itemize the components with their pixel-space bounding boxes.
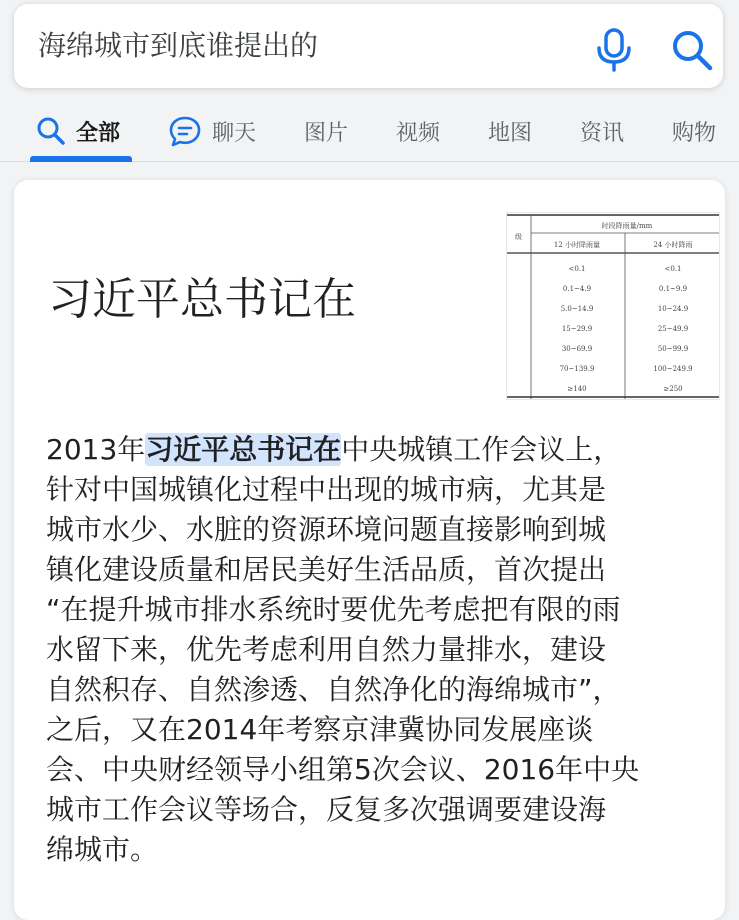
thumb-cell-24h: 10~24.9 (657, 305, 689, 313)
thumb-cell-12h: 5.0~14.9 (560, 305, 594, 313)
thumb-cell-12h: ≥140 (567, 385, 587, 393)
tab-label: 聊天 (212, 120, 257, 146)
thumb-header-12: 12 小时降雨量 (553, 241, 601, 249)
snippet-line: 绵城市。 (46, 833, 159, 866)
thumb-cell-12h: 70~139.9 (559, 365, 595, 373)
snippet-text: 中央城镇工作会议上， (341, 433, 622, 466)
snippet-line: 镇化建设质量和居民美好生活品质，首次提出 (46, 553, 607, 586)
thumb-cell-24h: 25~49.9 (657, 325, 689, 333)
thumb-cell-24h: 0.1~9.9 (658, 285, 688, 293)
tab-shopping[interactable] (672, 100, 716, 162)
tab-all[interactable] (36, 100, 120, 162)
snippet-line: 之后，又在2014年考察京津冀协同发展座谈 (46, 713, 594, 746)
thumb-cell-24h: <0.1 (664, 265, 682, 273)
rainfall-table-image (507, 213, 719, 399)
tab-news[interactable] (580, 100, 624, 162)
snippet-line (46, 430, 696, 470)
snippet-year: 2013年 (46, 433, 146, 466)
thumb-cell-12h: 0.1~4.9 (562, 285, 592, 293)
thumb-cell-12h: <0.1 (568, 265, 586, 273)
search-input[interactable]: 海绵城市到底谁提出的 (38, 29, 319, 62)
thumb-cell-24h: ≥250 (663, 385, 683, 393)
thumb-cell-24h: 100~249.9 (653, 365, 693, 373)
snippet-line: 会、中央财经领导小组第5次会议、2016年中央 (46, 753, 640, 786)
thumb-cell-24h: 50~99.9 (657, 345, 689, 353)
thumb-header-24: 24 小时降雨 (653, 241, 693, 249)
tab-label: 全部 (76, 120, 121, 146)
tab-label: 资讯 (580, 120, 625, 146)
search-bar[interactable] (14, 4, 723, 88)
tab-videos[interactable] (396, 100, 440, 162)
tab-label: 地图 (488, 120, 533, 146)
snippet-line: 自然积存、自然渗透、自然净化的海绵城市”， (46, 673, 621, 706)
tab-bar (0, 100, 739, 162)
tab-label: 购物 (672, 120, 717, 146)
thumb-row-label: 级 (515, 233, 522, 241)
tab-chat[interactable] (168, 100, 256, 162)
thumb-cell-12h: 30~69.9 (561, 345, 593, 353)
snippet-line: 针对中国城镇化过程中出现的城市病，尤其是 (46, 473, 607, 506)
chat-icon (168, 115, 202, 147)
thumb-cell-12h: 15~29.9 (561, 325, 593, 333)
search-icon (36, 116, 66, 146)
snippet-line: 城市工作会议等场合，反复多次强调要建设海 (46, 793, 607, 826)
tab-label: 图片 (304, 120, 349, 146)
tab-label: 视频 (396, 120, 441, 146)
snippet-line: 水留下来，优先考虑利用自然力量排水，建设 (46, 633, 607, 666)
microphone-icon[interactable] (594, 28, 634, 72)
active-tab-indicator (30, 156, 132, 162)
result-thumbnail[interactable] (506, 212, 720, 400)
result-title[interactable]: 习近平总书记在 (48, 274, 356, 325)
tab-images[interactable] (304, 100, 348, 162)
result-snippet (46, 430, 696, 870)
snippet-line: “在提升城市排水系统时要优先考虑把有限的雨 (46, 593, 621, 626)
snippet-line: 城市水少、水脏的资源环境问题直接影响到城 (46, 513, 607, 546)
thumb-header-top: 时段降雨量/mm (601, 222, 653, 230)
search-icon[interactable] (670, 28, 714, 72)
result-card[interactable] (14, 180, 725, 920)
snippet-highlight: 习近平总书记在 (145, 433, 342, 466)
tab-maps[interactable] (488, 100, 532, 162)
